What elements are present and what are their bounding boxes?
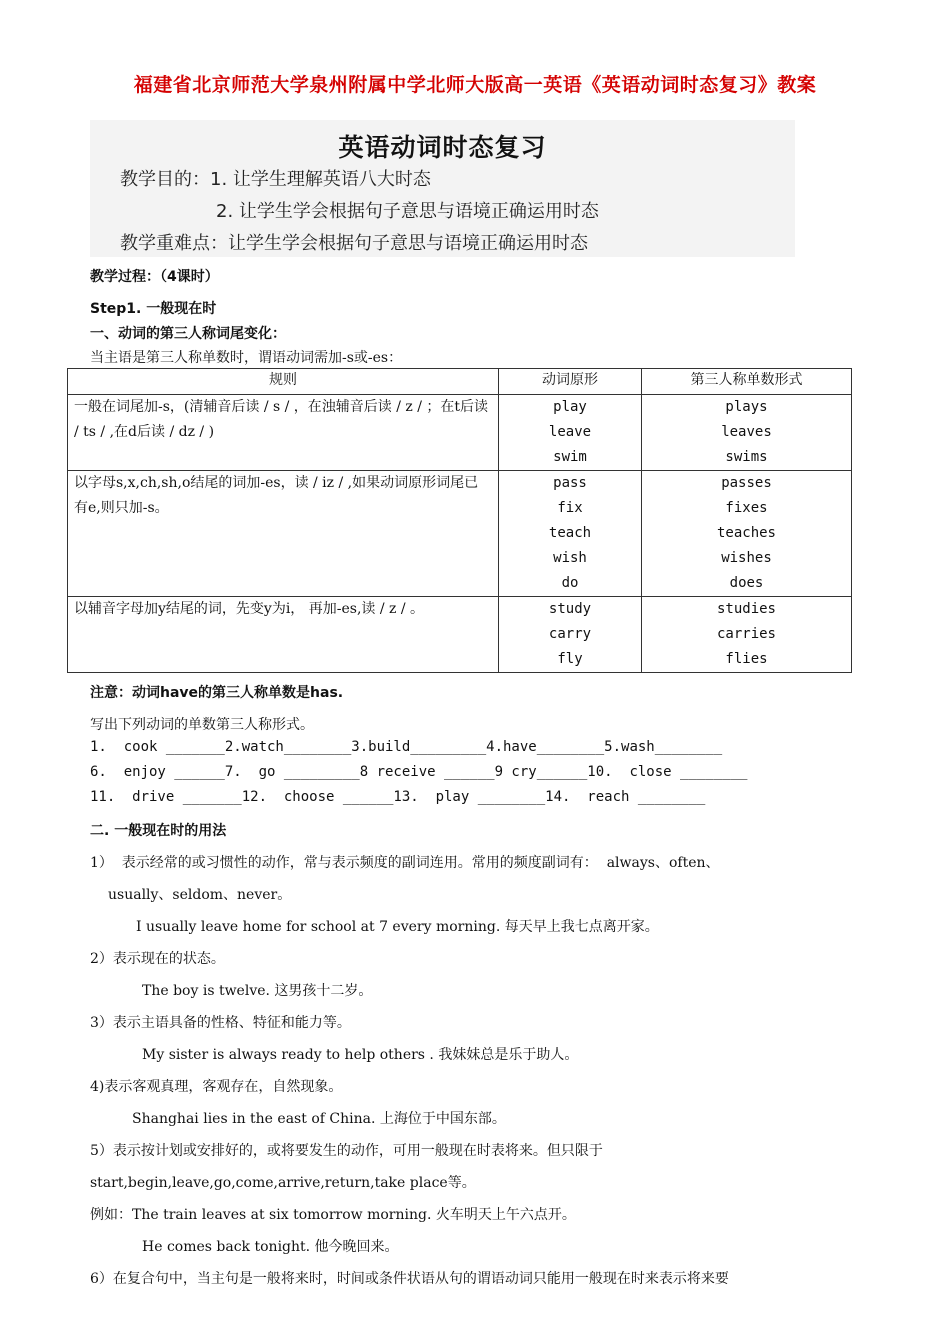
base-form-cell [499,395,642,471]
usage-1-example: I usually leave home for school at 7 every morning. 每天早上我七点离开家。 [136,919,659,935]
table-row [68,471,852,597]
usage-2-example: The boy is twelve. 这男孩十二岁。 [142,983,373,999]
teaching-goal-2: 2. 让学生学会根据句子意思与语境正确运用时态 [216,201,599,222]
exercise-line-2: 6. enjoy ______7. go _________8 receive ______9 cry______10. close ________ [90,764,748,780]
header-third-person: 第三人称单数形式 [642,369,852,395]
teaching-focus: 教学重难点：让学生学会根据句子意思与语境正确运用时态 [120,233,588,254]
verb-base: wish [553,550,587,566]
step1-heading: Step1. 一般现在时 [90,301,217,317]
verb-base: pass [553,475,587,491]
verb-third: passes [721,475,772,491]
usage-6: 6）在复合句中，当主句是一般将来时，时间或条件状语从句的谓语动词只能用一般现在时来表示将来要 [90,1271,729,1287]
usage-1: 1） 表示经常的或习惯性的动作，常与表示频度的副词连用。常用的频度副词有： always、often、 [90,855,720,871]
verb-base: do [561,575,579,591]
verb-third: wishes [721,550,772,566]
banner-title: 英语动词时态复习 [338,133,547,162]
third-form-cell [642,597,852,673]
table-row [68,395,852,471]
usage-4: 4)表示客观真理，客观存在，自然现象。 [90,1079,343,1095]
rule-cell: 以辅音字母加y结尾的词，先变y为i， 再加-es,读 / z / 。 [68,597,499,673]
third-form-cell [642,471,852,597]
verb-third: does [729,575,764,591]
verb-third: fixes [725,500,768,516]
header-base-form: 动词原形 [499,369,642,395]
verb-base: teach [548,525,592,541]
teaching-process: 教学过程：（4课时） [90,269,219,285]
verb-third: studies [716,601,776,617]
verb-base: fix [557,500,583,516]
usage-5: 5）表示按计划或安排好的，或将要发生的动作，可用一般现在时表将来。但只限于 [90,1143,603,1159]
verb-third: plays [725,399,768,415]
title-banner-image [90,120,795,257]
usage-4-example: Shanghai lies in the east of China. 上海位于中国东部。 [132,1111,506,1127]
teaching-goal-1: 教学目的：1. 让学生理解英语八大时态 [120,169,431,190]
verb-third: leaves [721,424,772,440]
base-form-cell [499,597,642,673]
usage-3-example: My sister is always ready to help others . 我妹妹总是乐于助人。 [142,1047,579,1063]
rule-cell: 一般在词尾加-s，(清辅音后读 / s / ，在浊辅音后读 / z / ；在t后读 / ts / ,在d后读 / dz / ) [68,395,499,471]
third-person-rules-table [67,368,852,673]
verb-base: study [548,601,592,617]
section1-heading: 一、动词的第三人称词尾变化： [90,326,286,342]
usage-3: 3）表示主语具备的性格、特征和能力等。 [90,1015,351,1031]
note-have-has: 注意：动词have的第三人称单数是has. [90,685,344,701]
verb-base: carry [548,626,592,642]
third-form-cell [642,395,852,471]
document-title: 福建省北京师范大学泉州附属中学北师大版高一英语《英语动词时态复习》教案 [133,74,817,96]
usage-5-example-1: 例如：The train leaves at six tomorrow morning. 火车明天上午六点开。 [90,1207,576,1223]
verb-base: leave [548,424,592,440]
table-header-row [68,369,852,395]
section1-intro: 当主语是第三人称单数时，谓语动词需加-s或-es： [90,350,403,366]
usage-1-continued: usually、seldom、never。 [108,887,292,903]
verb-base: swim [553,449,587,465]
verb-base: fly [557,651,583,667]
usage-2: 2）表示现在的状态。 [90,951,225,967]
rule-cell: 以字母s,x,ch,sh,o结尾的词加-es，读 / iz / ,如果动词原形词尾已有e,则只加-s。 [68,471,499,597]
verb-third: swims [725,449,768,465]
verb-base: play [553,399,587,415]
usage-5-continued: start,begin,leave,go,come,arrive,return,take place等。 [90,1175,476,1191]
exercise-line-1: 1. cook _______2.watch________3.build_________4.have________5.wash________ [90,739,723,755]
section2-heading: 二. 一般现在时的用法 [90,823,227,839]
verb-third: flies [725,651,768,667]
usage-5-example-2: He comes back tonight. 他今晚回来。 [142,1239,399,1255]
table-row [68,597,852,673]
base-form-cell [499,471,642,597]
exercise-intro: 写出下列动词的单数第三人称形式。 [90,717,314,733]
verb-third: carries [716,626,776,642]
exercise-line-3: 11. drive _______12. choose ______13. play ________14. reach ________ [90,789,706,805]
verb-third: teaches [716,525,776,541]
header-rule: 规则 [68,369,499,395]
